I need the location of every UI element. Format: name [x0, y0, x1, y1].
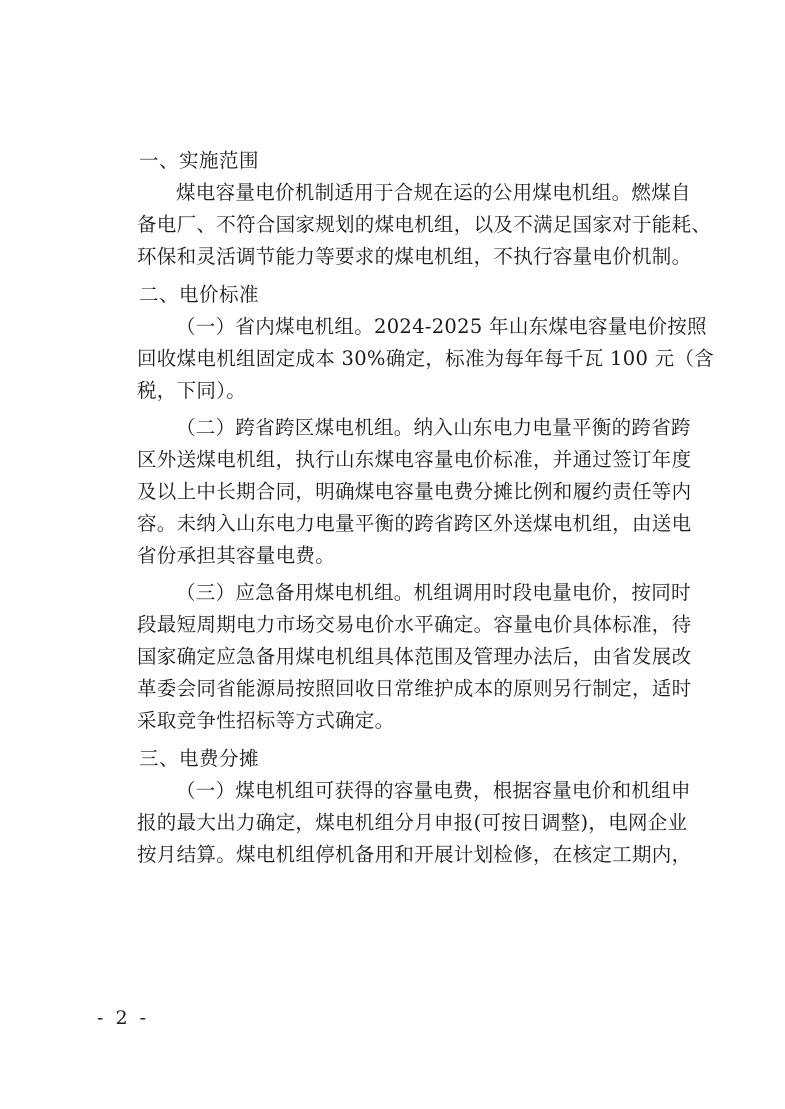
document-body: [137, 145, 715, 876]
text-line: 煤电容量电价机制适用于合规在运的公用煤电机组。燃煤自: [176, 181, 691, 204]
text-line: 省份承担其容量电费。: [137, 544, 336, 567]
text-line: 回收煤电机组固定成本 30%确定，标准为每年每千瓦 100 元（含: [137, 347, 715, 370]
section-scope: [137, 145, 712, 273]
paragraph: [137, 577, 692, 737]
text-line: 备电厂、不符合国家规划的煤电机组，以及不满足国家对于能耗、: [137, 213, 712, 236]
paragraph: [137, 412, 692, 572]
text-line: 区外送煤电机组，执行山东煤电容量电价标准，并通过签订年度: [137, 448, 692, 471]
section-fee-allocation: [137, 743, 692, 871]
section-heading: 二、电价标准: [139, 283, 260, 306]
text-line: 按月结算。煤电机组停机备用和开展计划检修，在核定工期内，: [137, 843, 692, 866]
text-line: 环保和灵活调节能力等要求的煤电机组，不执行容量电价机制。: [137, 245, 692, 268]
text-line: 容。未纳入山东电力电量平衡的跨省跨区外送煤电机组，由送电: [137, 512, 692, 535]
text-line: （一）煤电机组可获得的容量电费，根据容量电价和机组申: [176, 779, 691, 802]
text-line: （三）应急备用煤电机组。机组调用时段电量电价，按同时: [176, 581, 691, 604]
text-line: 及以上中长期合同，明确煤电容量电费分摊比例和履约责任等内: [137, 480, 692, 503]
text-line: （二）跨省跨区煤电机组。纳入山东电力电量平衡的跨省跨: [176, 416, 691, 439]
section-heading: 三、电费分摊: [139, 747, 260, 770]
text-line: 革委会同省能源局按照回收日常维护成本的原则另行制定，适时: [137, 677, 692, 700]
text-line: 采取竞争性招标等方式确定。: [137, 709, 395, 732]
text-line: 段最短周期电力市场交易电价水平确定。容量电价具体标准，待: [137, 613, 692, 636]
text-line: 国家确定应急备用煤电机组具体范围及管理办法后，由省发展改: [137, 645, 692, 668]
section-heading: 一、实施范围: [139, 149, 260, 172]
page-number: - 2 -: [97, 1007, 150, 1029]
paragraph: [137, 775, 692, 871]
text-line: 税，下同）。: [137, 379, 247, 402]
section-price-standard: [137, 279, 715, 737]
paragraph: [137, 311, 715, 407]
paragraph: [137, 177, 712, 273]
text-line: （一）省内煤电机组。2024-2025 年山东煤电容量电价按照: [176, 315, 707, 338]
text-line: 报的最大出力确定，煤电机组分月申报(可按日调整)，电网企业: [137, 811, 688, 834]
